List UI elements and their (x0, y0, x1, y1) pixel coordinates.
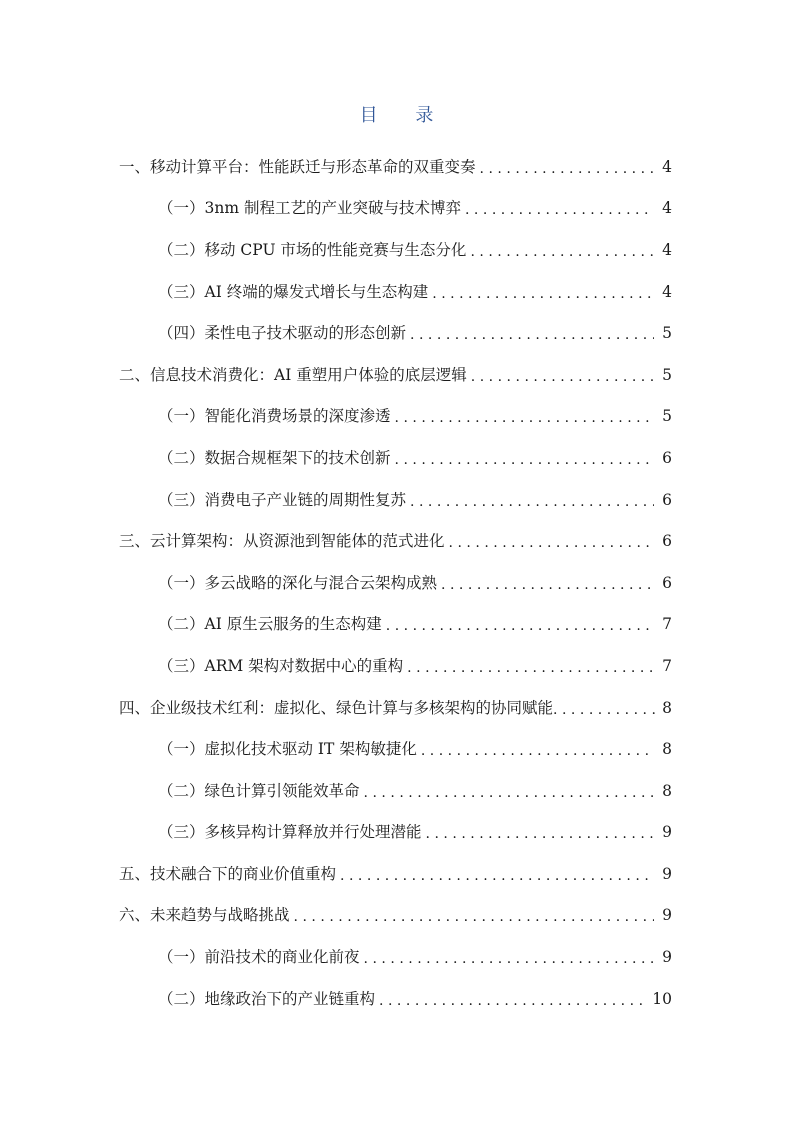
toc-page-number: 4 (662, 199, 672, 218)
toc-entry-section[interactable] (0, 936, 793, 978)
toc-dot-leader (395, 449, 654, 471)
toc-entry-chapter[interactable] (0, 687, 793, 729)
toc-entry-section[interactable] (0, 604, 793, 646)
toc-entry-title: （一）多云战略的深化与混合云架构成熟 (158, 573, 438, 592)
toc-dot-leader (553, 699, 658, 721)
toc-dot-leader (410, 491, 654, 513)
toc-dot-leader (432, 283, 654, 305)
toc-entry-section[interactable] (0, 312, 793, 354)
toc-page-number: 6 (662, 573, 672, 592)
toc-page-number: 8 (662, 740, 672, 759)
toc-list (0, 146, 793, 1019)
toc-entry-chapter[interactable] (0, 520, 793, 562)
toc-page-number: 9 (662, 823, 672, 842)
toc-page-number: 4 (662, 282, 672, 301)
toc-page-number: 6 (662, 448, 672, 467)
toc-entry-chapter[interactable] (0, 354, 793, 396)
toc-entry-title: （三）ARM 架构对数据中心的重构 (158, 656, 404, 675)
toc-page-number: 9 (662, 906, 672, 925)
toc-entry-title: （三）AI 终端的爆发式增长与生态构建 (158, 282, 429, 301)
toc-entry-title: （一）虚拟化技术驱动 IT 架构敏捷化 (158, 740, 417, 759)
toc-dot-leader (407, 657, 654, 679)
toc-entry-title: （一）智能化消费场景的深度渗透 (158, 407, 391, 426)
toc-dot-leader (340, 865, 654, 887)
toc-page-number: 6 (662, 532, 672, 551)
toc-page-number: 8 (662, 781, 672, 800)
toc-dot-leader (386, 615, 654, 637)
toc-entry-title: （二）AI 原生云服务的生态构建 (158, 615, 382, 634)
toc-entry-section[interactable] (0, 188, 793, 230)
toc-page-number: 5 (662, 407, 672, 426)
toc-entry-title: （二）绿色计算引领能效革命 (158, 781, 360, 800)
toc-entry-section[interactable] (0, 978, 793, 1020)
toc-page-number: 4 (662, 157, 672, 176)
toc-dot-leader (449, 532, 654, 554)
toc-dot-leader (421, 740, 654, 762)
toc-dot-leader (465, 199, 654, 221)
toc-page-number: 9 (662, 864, 672, 883)
toc-entry-section[interactable] (0, 812, 793, 854)
toc-dot-leader (364, 782, 654, 804)
toc-entry-section[interactable] (0, 396, 793, 438)
toc-dot-leader (364, 948, 654, 970)
toc-entry-section[interactable] (0, 229, 793, 271)
toc-entry-title: 四、企业级技术红利：虚拟化、绿色计算与多核架构的协同赋能 (119, 698, 554, 717)
toc-entry-title: （二）地缘政治下的产业链重构 (158, 989, 376, 1008)
toc-page-number: 10 (652, 989, 672, 1008)
toc-dot-leader (395, 407, 654, 429)
toc-title: 目 录 (359, 105, 450, 126)
toc-entry-chapter[interactable] (0, 146, 793, 188)
toc-dot-leader (470, 241, 654, 263)
toc-page-number: 4 (662, 240, 672, 259)
toc-entry-chapter[interactable] (0, 895, 793, 937)
toc-entry-title: （二）数据合规框架下的技术创新 (158, 448, 391, 467)
toc-entry-chapter[interactable] (0, 853, 793, 895)
toc-entry-section[interactable] (0, 437, 793, 479)
toc-entry-title: 六、未来趋势与战略挑战 (119, 906, 290, 925)
toc-entry-title: （一）前沿技术的商业化前夜 (158, 948, 360, 967)
toc-dot-leader (471, 366, 654, 388)
toc-page-number: 5 (662, 365, 672, 384)
toc-entry-title: （三）多核异构计算释放并行处理潜能 (158, 823, 422, 842)
toc-entry-section[interactable] (0, 728, 793, 770)
toc-entry-section[interactable] (0, 271, 793, 313)
toc-dot-leader (480, 158, 654, 180)
toc-page-number: 9 (662, 948, 672, 967)
toc-dot-leader (294, 906, 654, 928)
toc-page-number: 7 (662, 615, 672, 634)
toc-entry-section[interactable] (0, 562, 793, 604)
toc-entry-title: （一）3nm 制程工艺的产业突破与技术博弈 (158, 199, 461, 218)
toc-page-number: 7 (662, 656, 672, 675)
toc-entry-title: （四）柔性电子技术驱动的形态创新 (158, 324, 407, 343)
toc-page-number: 6 (662, 490, 672, 509)
toc-entry-title: （二）移动 CPU 市场的性能竞赛与生态分化 (158, 240, 467, 259)
toc-entry-title: 二、信息技术消费化：AI 重塑用户体验的底层逻辑 (119, 365, 467, 384)
toc-page-number: 8 (662, 698, 672, 717)
toc-entry-title: 一、移动计算平台：性能跃迁与形态革命的双重变奏 (119, 157, 476, 176)
toc-dot-leader (410, 324, 654, 346)
toc-entry-section[interactable] (0, 770, 793, 812)
toc-entry-section[interactable] (0, 645, 793, 687)
toc-dot-leader (379, 990, 646, 1012)
toc-entry-title: 五、技术融合下的商业价值重构 (119, 864, 337, 883)
toc-dot-leader (441, 574, 654, 596)
toc-page-number: 5 (662, 324, 672, 343)
toc-dot-leader (426, 823, 654, 845)
toc-entry-section[interactable] (0, 479, 793, 521)
toc-entry-title: 三、云计算架构：从资源池到智能体的范式进化 (119, 532, 445, 551)
toc-entry-title: （三）消费电子产业链的周期性复苏 (158, 490, 407, 509)
